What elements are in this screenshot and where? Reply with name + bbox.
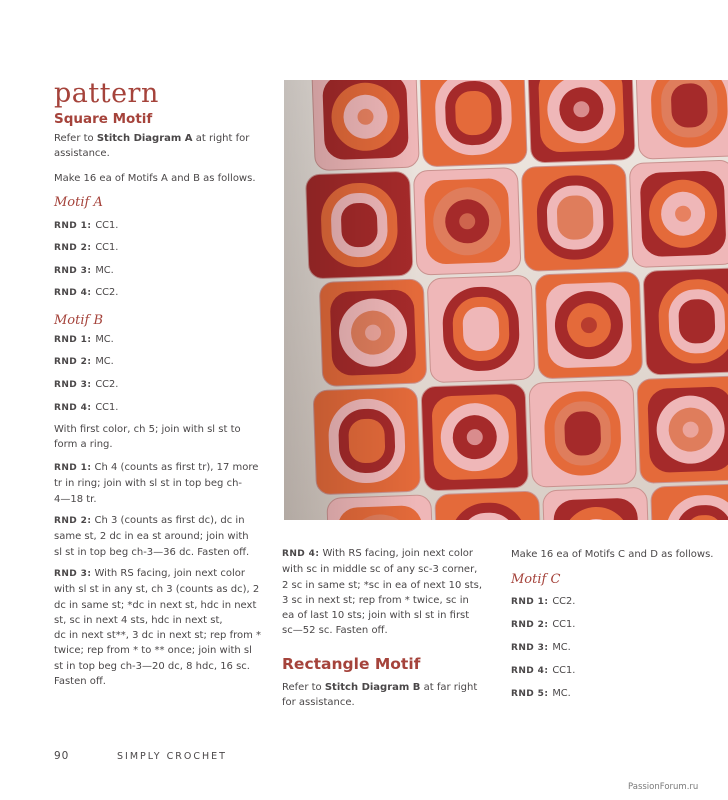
rnd-text: CC2. bbox=[95, 379, 119, 390]
motif-b-rnd-1 bbox=[54, 333, 114, 347]
text-line: With RS facing, join next color bbox=[91, 568, 245, 579]
motif-b-rnd-3 bbox=[54, 378, 118, 392]
intro-prefix: Refer to bbox=[54, 133, 97, 144]
text-line: 3 sc in next st; rep from * twice, sc in bbox=[282, 594, 469, 606]
instruction-rnd-4 bbox=[282, 546, 507, 639]
text-line: sl st in top beg ch-3—36 dc. Fasten off. bbox=[54, 546, 250, 558]
rnd-label: RND 3: bbox=[54, 380, 92, 390]
rnd-label: RND 5: bbox=[511, 689, 549, 699]
instruction-rnd-1 bbox=[54, 460, 284, 507]
rnd-label: RND 2: bbox=[54, 243, 92, 253]
text-line: twice; rep from * to ** once; join with sl bbox=[54, 645, 252, 657]
square-motif-intro bbox=[54, 131, 284, 162]
motif-a-rnd-2 bbox=[54, 241, 118, 255]
stitch-diagram-b-ref: Stitch Diagram B bbox=[324, 682, 421, 693]
text-line: tr in ring; join with sl st in top beg ch- bbox=[54, 478, 243, 490]
text-line: 4—18 tr. bbox=[54, 493, 97, 505]
page-number: 90 bbox=[54, 750, 70, 762]
text-line: Ch 4 (counts as first tr), 17 more bbox=[91, 462, 259, 473]
text-line: 2 sc in same st; *sc in ea of next 10 sts, bbox=[282, 579, 483, 591]
text-line: st in top beg ch-3—20 dc, 8 hdc, 16 sc. bbox=[54, 660, 250, 672]
rnd-label: RND 4: bbox=[54, 288, 92, 298]
rnd-text: MC. bbox=[95, 334, 114, 345]
crochet-blanket-photo bbox=[284, 80, 728, 520]
rnd-label: RND 3: bbox=[511, 643, 549, 653]
text-line: dc in same st; *dc in next st, hdc in next bbox=[54, 599, 257, 611]
rnd-text: CC2. bbox=[552, 596, 576, 607]
text-line: ea of last 10 sts; join with sl st in first bbox=[282, 610, 470, 622]
rnd-label: RND 1: bbox=[54, 221, 92, 231]
rnd-label: RND 4: bbox=[282, 549, 320, 559]
rnd-label: RND 3: bbox=[54, 266, 92, 276]
motif-a-rnd-1 bbox=[54, 219, 118, 233]
rnd-text: MC. bbox=[95, 356, 114, 367]
rnd-text: CC2. bbox=[95, 287, 119, 298]
make-motifs-a-b: Make 16 ea of Motifs A and B as follows. bbox=[54, 173, 256, 184]
text-line: same st, 2 dc in ea st around; join with bbox=[54, 531, 249, 543]
rnd-label: RND 1: bbox=[511, 597, 549, 607]
text-line: with sl st in any st, ch 3 (counts as dc), 2 bbox=[54, 584, 260, 596]
motif-b-rnd-4 bbox=[54, 401, 118, 415]
rnd-text: CC1. bbox=[552, 619, 576, 630]
motif-a-rnd-4 bbox=[54, 286, 118, 300]
make-motifs-c-d: Make 16 ea of Motifs C and D as follows. bbox=[511, 549, 714, 560]
text-line: With first color, ch 5; join with sl st to bbox=[54, 424, 241, 435]
start-instructions bbox=[54, 422, 284, 453]
rnd-label: RND 1: bbox=[54, 335, 92, 345]
page-heading: pattern bbox=[54, 78, 159, 109]
text-line: sc—52 sc. Fasten off. bbox=[282, 625, 388, 637]
motif-c-rnd-3 bbox=[511, 641, 571, 655]
rnd-label: RND 2: bbox=[54, 516, 92, 526]
instruction-rnd-2 bbox=[54, 513, 284, 560]
rnd-label: RND 1: bbox=[54, 463, 92, 473]
text-line: dc in next st**, 3 dc in next st; rep from * bbox=[54, 630, 262, 642]
rnd-text: CC1. bbox=[95, 242, 119, 253]
intro-line2: for assistance. bbox=[282, 697, 355, 709]
instruction-rnd-3 bbox=[54, 566, 284, 689]
motif-b-title: Motif B bbox=[54, 313, 104, 328]
text-line: form a ring. bbox=[54, 439, 113, 451]
rnd-label: RND 4: bbox=[511, 666, 549, 676]
motif-c-rnd-5 bbox=[511, 687, 571, 701]
rnd-text: CC1. bbox=[95, 402, 119, 413]
rnd-text: MC. bbox=[95, 265, 114, 276]
book-title: SIMPLY CROCHET bbox=[117, 751, 227, 762]
rnd-label: RND 2: bbox=[54, 357, 92, 367]
watermark: PassionForum.ru bbox=[628, 782, 699, 792]
motif-c-title: Motif C bbox=[511, 572, 561, 587]
photo-shading bbox=[284, 80, 728, 520]
intro-suffix: at right for bbox=[192, 133, 250, 144]
motif-c-rnd-4 bbox=[511, 664, 575, 678]
rnd-text: MC. bbox=[552, 642, 571, 653]
rnd-label: RND 4: bbox=[54, 403, 92, 413]
text-line: st, sc in next 4 sts, hdc in next st, bbox=[54, 614, 223, 626]
rectangle-motif-intro bbox=[282, 680, 507, 711]
text-line: with sc in middle sc of any sc-3 corner, bbox=[282, 564, 478, 576]
square-motif-title: Square Motif bbox=[54, 111, 153, 127]
text-line: With RS facing, join next color bbox=[319, 548, 473, 559]
rnd-label: RND 2: bbox=[511, 620, 549, 630]
rnd-label: RND 3: bbox=[54, 569, 92, 579]
stitch-diagram-a-ref: Stitch Diagram A bbox=[96, 133, 193, 144]
motif-a-title: Motif A bbox=[54, 195, 103, 210]
motif-a-rnd-3 bbox=[54, 264, 114, 278]
crochet-blanket-illustration bbox=[284, 80, 728, 520]
rnd-text: CC1. bbox=[552, 665, 576, 676]
rnd-text: MC. bbox=[552, 688, 571, 699]
motif-c-rnd-1 bbox=[511, 595, 575, 609]
rnd-text: CC1. bbox=[95, 220, 119, 231]
intro-suffix: at far right bbox=[420, 682, 478, 693]
rectangle-motif-title: Rectangle Motif bbox=[282, 655, 421, 673]
motif-c-rnd-2 bbox=[511, 618, 575, 632]
text-line: Fasten off. bbox=[54, 676, 106, 688]
motif-b-rnd-2 bbox=[54, 355, 114, 369]
intro-prefix: Refer to bbox=[282, 682, 325, 693]
text-line: Ch 3 (counts as first dc), dc in bbox=[91, 515, 245, 526]
intro-line2: assistance. bbox=[54, 148, 110, 160]
